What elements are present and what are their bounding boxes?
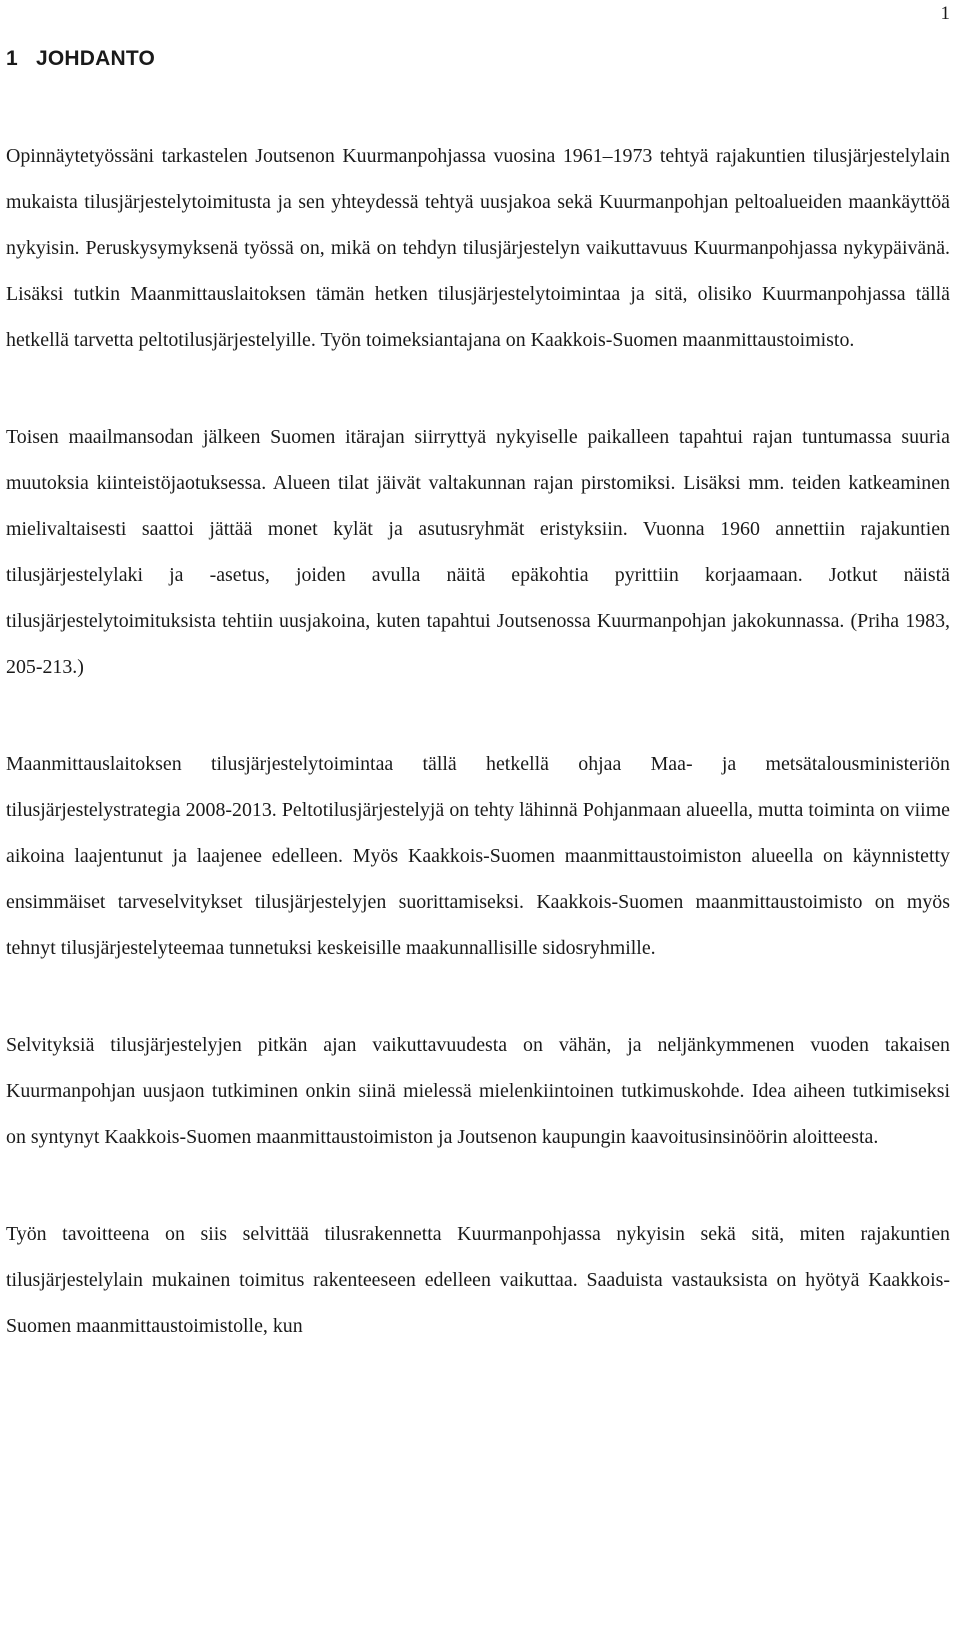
paragraph-5: Työn tavoitteena on siis selvittää tilusrakennetta Kuurmanpohjassa nykyisin sekä sitä, miten rajakuntien tilusjärjestelylain mukainen toimitus rakenteeseen edelleen vaikuttaa. Saaduista vastauksista on hyötyä Kaakkois-Suomen maanmittaustoimistolle, kun	[6, 1223, 950, 1337]
paragraph-3: Maanmittauslaitoksen tilusjärjestelytoimintaa tällä hetkellä ohjaa Maa- ja metsätalousministeriön tilusjärjestelystrategia 2008-2013. Peltotilusjärjestelyjä on tehty lähinnä Pohjanmaan alueella, mutta toiminta on viime aikoina laajentunut ja laajenee edelleen. Myös Kaakkois-Suomen maanmittaustoimiston alueella on käynnistetty ensimmäiset tarveselvitykset tilusjärjestelyjen suorittamiseksi. Kaakkois-Suomen maanmittaustoimisto on myös tehnyt tilusjärjestelyteemaa tunnetuksi keskeisille maakunnallisille sidosryhmille.	[6, 753, 950, 959]
paragraph-2: Toisen maailmansodan jälkeen Suomen itärajan siirryttyä nykyiselle paikalleen tapahtui rajan tuntumassa suuria muutoksia kiinteistöjaotuksessa. Alueen tilat jäivät valtakunnan rajan pirstomiksi. Lisäksi mm. teiden katkeaminen mielivaltaisesti saattoi jättää monet kylät ja asutusryhmät eristyksiin. Vuonna 1960 annettiin rajakuntien tilusjärjestelylaki ja -asetus, joiden avulla näitä epäkohtia pyrittiin korjaamaan. Jotkut näistä tilusjärjestelytoimituksista tehtiin uusjakoina, kuten tapahtui Joutsenossa Kuurmanpohjan jakokunnassa. (Priha 1983, 205-213.)	[6, 426, 950, 678]
chapter-title: JOHDANTO	[36, 47, 156, 70]
page-number: 1	[940, 3, 950, 24]
paragraph-4: Selvityksiä tilusjärjestelyjen pitkän ajan vaikuttavuudesta on vähän, ja neljänkymmenen vuoden takaisen Kuurmanpohjan uusjaon tutkiminen onkin siinä mielessä mielenkiintoinen tutkimuskohde. Idea aiheen tutkimiseksi on syntynyt Kaakkois-Suomen maanmittaustoimiston ja Joutsenon kaupungin kaavoitusinsinöörin aloitteesta.	[6, 1034, 950, 1148]
chapter-number: 1	[6, 47, 18, 70]
paragraph-1: Opinnäytetyössäni tarkastelen Joutsenon Kuurmanpohjassa vuosina 1961–1973 tehtyä rajakuntien tilusjärjestelylain mukaista tilusjärjestelytoimitusta ja sen yhteydessä tehtyä uusjakoa sekä Kuurmanpohjan peltoalueiden maankäyttöä nykyisin. Peruskysymyksenä työssä on, mikä on tehdyn tilusjärjestelyn vaikuttavuus Kuurmanpohjassa nykypäivänä. Lisäksi tutkin Maanmittauslaitoksen tämän hetken tilusjärjestelytoimintaa ja sitä, olisiko Kuurmanpohjassa tällä hetkellä tarvetta peltotilusjärjestelyille. Työn toimeksiantajana on Kaakkois-Suomen maanmittaustoimisto.	[6, 145, 950, 351]
chapter-heading	[6, 48, 155, 69]
body-text	[6, 133, 950, 1349]
